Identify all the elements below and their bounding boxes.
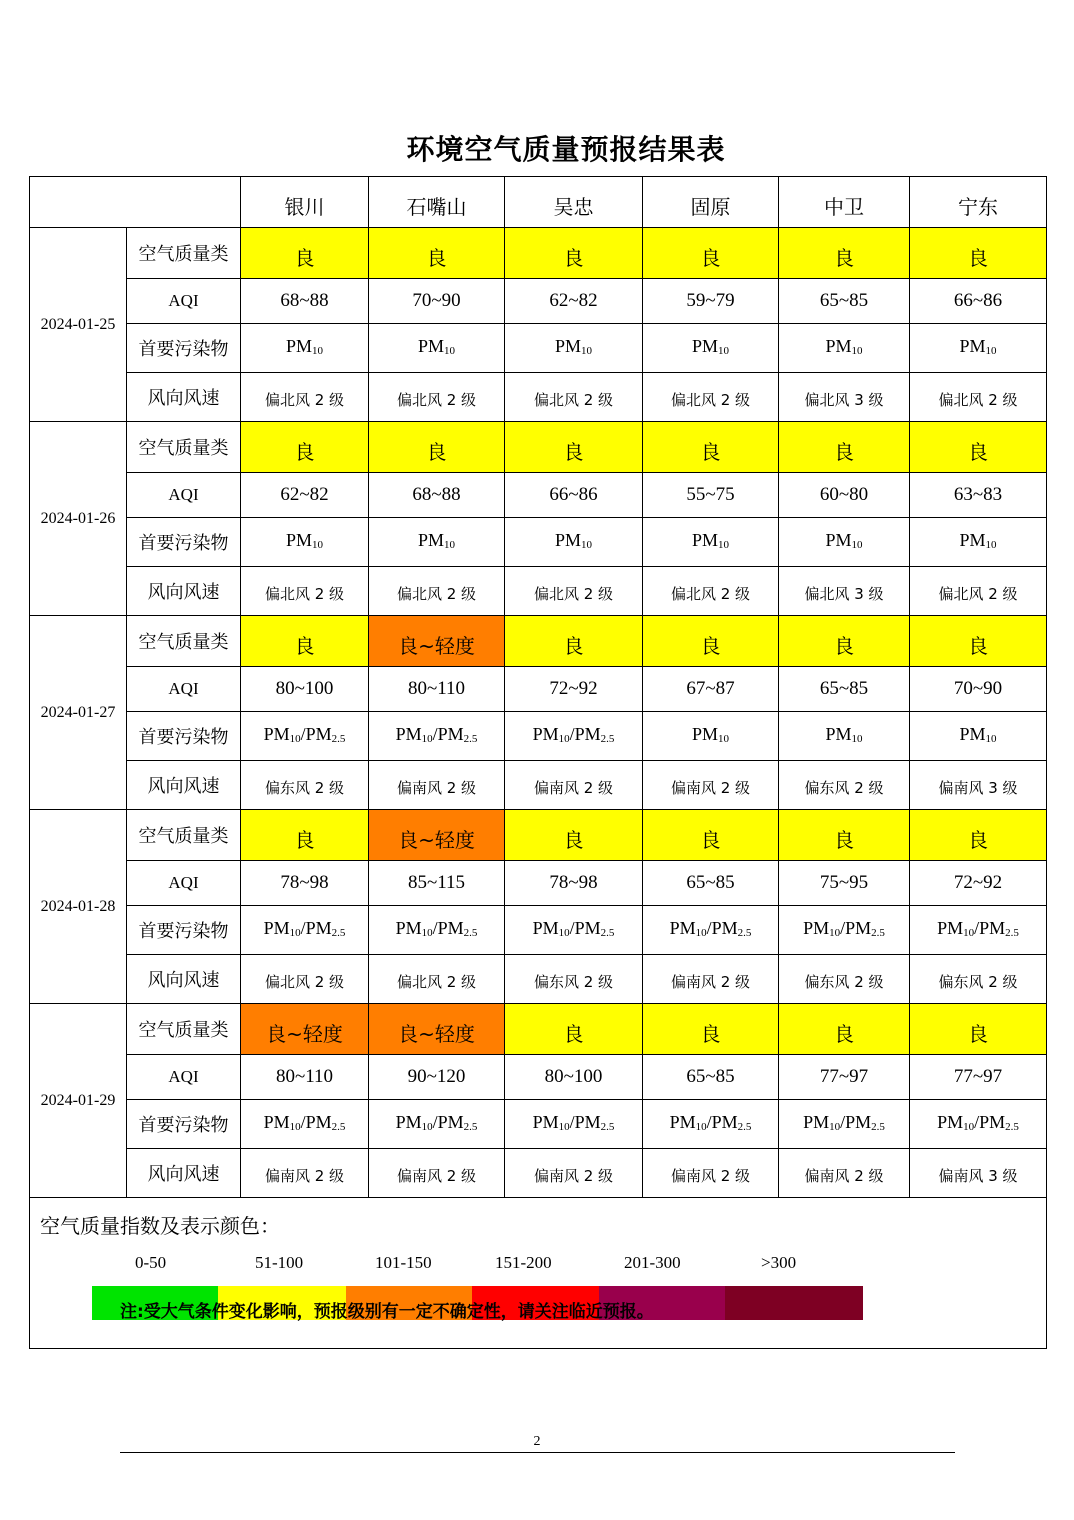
pollutant-subscript: 10 [985, 344, 997, 357]
pollutant-text: PM [532, 917, 559, 938]
row-label-aqi: AQI [127, 667, 241, 712]
pollutant-cell [241, 712, 369, 761]
aqi-range-cell: 59~79 [643, 279, 779, 324]
wind-cell: 偏北风 2 级 [910, 373, 1047, 422]
aq-level-cell: 良 [779, 810, 910, 861]
row-label-pollutant: 首要污染物 [127, 518, 241, 567]
pollutant-cell [241, 324, 369, 373]
pollutant-text: /PM [569, 723, 601, 744]
row-label-wind: 风向风速 [127, 761, 241, 810]
pollutant-cell [369, 712, 505, 761]
aq-level-cell: 良 [369, 422, 505, 473]
row-label-aqi: AQI [127, 1055, 241, 1100]
pollutant-subscript: 10 [851, 732, 863, 745]
pollutant-subscript: 10 [558, 926, 570, 939]
pollutant-cell [910, 712, 1047, 761]
legend-range-label: 201-300 [624, 1253, 681, 1272]
pollutant-text: PM [263, 917, 290, 938]
wind-cell: 偏南风 2 级 [643, 1149, 779, 1198]
row-label-wind: 风向风速 [127, 955, 241, 1004]
pollutant-subscript: 10 [851, 344, 863, 357]
pollutant-subscript: 10 [963, 926, 975, 939]
row-label-wind: 风向风速 [127, 567, 241, 616]
pollutant-cell [241, 518, 369, 567]
pollutant-text: PM [803, 1111, 830, 1132]
pollutant-subscript: 2.5 [600, 926, 615, 939]
row-label-level: 空气质量类 [127, 422, 241, 473]
pollutant-cell [505, 906, 643, 955]
forecast-row-wind [30, 1149, 1047, 1198]
aq-level-cell: 良 [910, 616, 1047, 667]
pollutant-subscript: 10 [558, 732, 570, 745]
pollutant-text: /PM [974, 917, 1006, 938]
pollutant-text: /PM [432, 917, 464, 938]
pollutant-subscript: 2.5 [463, 732, 478, 745]
pollutant-subscript: 2.5 [737, 926, 752, 939]
aq-level-cell: 良~轻度 [369, 616, 505, 667]
pollutant-subscript: 10 [963, 1120, 975, 1133]
pollutant-subscript: 10 [289, 926, 301, 939]
wind-cell: 偏北风 2 级 [241, 567, 369, 616]
pollutant-text: PM [825, 335, 852, 356]
aq-level-cell: 良 [505, 228, 643, 279]
aqi-range-cell: 55~75 [643, 473, 779, 518]
city-header: 石嘴山 [369, 177, 505, 228]
pollutant-subscript: 10 [718, 732, 729, 745]
aqi-range-cell: 90~120 [369, 1055, 505, 1100]
forecast-row-pollutant [30, 324, 1047, 373]
pollutant-subscript: 2.5 [463, 1120, 478, 1133]
aqi-range-cell: 70~90 [910, 667, 1047, 712]
forecast-row-aqi [30, 667, 1047, 712]
pollutant-text: /PM [300, 917, 332, 938]
pollutant-subscript: 2.5 [1005, 1120, 1019, 1133]
aqi-range-cell: 68~88 [241, 279, 369, 324]
pollutant-subscript: 2.5 [331, 926, 346, 939]
pollutant-subscript: 10 [289, 1120, 301, 1133]
forecast-row-aqi [30, 473, 1047, 518]
wind-cell: 偏南风 3 级 [910, 1149, 1047, 1198]
wind-cell: 偏北风 3 级 [779, 373, 910, 422]
wind-cell: 偏东风 2 级 [779, 955, 910, 1004]
aqi-range-cell: 60~80 [779, 473, 910, 518]
pollutant-text: PM [554, 529, 581, 550]
pollutant-text: /PM [706, 917, 738, 938]
aq-level-cell: 良~轻度 [241, 1004, 369, 1055]
pollutant-text: PM [395, 917, 422, 938]
pollutant-text: PM [937, 917, 964, 938]
row-label-aqi: AQI [127, 861, 241, 906]
forecast-row-level [30, 228, 1047, 279]
aq-level-cell: 良 [643, 422, 779, 473]
forecast-row-wind [30, 567, 1047, 616]
pollutant-cell [369, 518, 505, 567]
wind-cell: 偏北风 2 级 [505, 373, 643, 422]
pollutant-text: PM [669, 1111, 696, 1132]
date-cell: 2024-01-25 [30, 228, 127, 422]
aq-level-cell: 良 [910, 228, 1047, 279]
legend-row [30, 1198, 1047, 1349]
forecast-row-wind [30, 955, 1047, 1004]
forecast-row-level [30, 616, 1047, 667]
pollutant-subscript: 10 [581, 538, 592, 551]
pollutant-subscript: 2.5 [600, 732, 615, 745]
aq-level-cell: 良 [241, 422, 369, 473]
corner-cell [30, 177, 241, 228]
pollutant-subscript: 2.5 [871, 1120, 885, 1133]
city-header: 中卫 [779, 177, 910, 228]
pollutant-subscript: 2.5 [463, 926, 478, 939]
pollutant-text: PM [285, 335, 312, 356]
pollutant-subscript: 10 [718, 344, 729, 357]
wind-cell: 偏北风 2 级 [241, 955, 369, 1004]
page-number: 2 [533, 1434, 541, 1449]
aqi-range-cell: 78~98 [505, 861, 643, 906]
pollutant-subscript: 10 [444, 344, 455, 357]
legend-range-label: 101-150 [375, 1253, 432, 1272]
city-header: 固原 [643, 177, 779, 228]
aqi-range-cell: 62~82 [505, 279, 643, 324]
pollutant-text: PM [669, 917, 696, 938]
aqi-range-cell: 65~85 [779, 667, 910, 712]
aqi-range-cell: 66~86 [910, 279, 1047, 324]
pollutant-subscript: 10 [312, 344, 323, 357]
pollutant-cell [505, 518, 643, 567]
aq-level-cell: 良 [505, 616, 643, 667]
aq-level-cell: 良 [643, 616, 779, 667]
pollutant-cell [643, 1100, 779, 1149]
wind-cell: 偏南风 2 级 [369, 761, 505, 810]
pollutant-cell [643, 324, 779, 373]
aq-level-cell: 良 [910, 422, 1047, 473]
aq-level-cell: 良 [643, 228, 779, 279]
aqi-range-cell: 66~86 [505, 473, 643, 518]
wind-cell: 偏南风 2 级 [779, 1149, 910, 1198]
aq-level-cell: 良 [779, 616, 910, 667]
forecast-row-wind [30, 373, 1047, 422]
pollutant-subscript: 2.5 [331, 1120, 346, 1133]
pollutant-cell [505, 1100, 643, 1149]
aq-level-cell: 良 [643, 1004, 779, 1055]
wind-cell: 偏北风 2 级 [241, 373, 369, 422]
wind-cell: 偏东风 2 级 [505, 955, 643, 1004]
aqi-range-cell: 80~110 [369, 667, 505, 712]
aqi-range-cell: 70~90 [369, 279, 505, 324]
pollutant-subscript: 2.5 [331, 732, 346, 745]
pollutant-text: PM [959, 723, 986, 744]
forecast-row-aqi [30, 279, 1047, 324]
aq-level-cell: 良~轻度 [369, 810, 505, 861]
date-cell: 2024-01-26 [30, 422, 127, 616]
pollutant-subscript: 2.5 [871, 926, 885, 939]
pollutant-text: PM [285, 529, 312, 550]
pollutant-cell [369, 906, 505, 955]
aqi-range-cell: 63~83 [910, 473, 1047, 518]
page-title: 环境空气质量预报结果表 [406, 133, 726, 166]
pollutant-cell [369, 324, 505, 373]
aq-level-cell: 良 [910, 1004, 1047, 1055]
row-label-pollutant: 首要污染物 [127, 906, 241, 955]
pollutant-subscript: 10 [985, 538, 997, 551]
pollutant-subscript: 10 [312, 538, 323, 551]
pollutant-cell [369, 1100, 505, 1149]
pollutant-text: PM [554, 335, 581, 356]
pollutant-text: PM [417, 335, 444, 356]
footnote: 注:受大气条件变化影响，预报级别有一定不确定性，请关注临近预报。 [120, 1302, 654, 1322]
aq-level-cell: 良 [643, 810, 779, 861]
pollutant-cell [779, 1100, 910, 1149]
forecast-row-level [30, 810, 1047, 861]
row-label-wind: 风向风速 [127, 1149, 241, 1198]
row-label-aqi: AQI [127, 473, 241, 518]
header-row [30, 177, 1047, 228]
pollutant-text: PM [825, 529, 852, 550]
pollutant-cell [643, 906, 779, 955]
forecast-row-aqi [30, 1055, 1047, 1100]
pollutant-subscript: 10 [421, 1120, 433, 1133]
forecast-row-level [30, 422, 1047, 473]
pollutant-text: /PM [974, 1111, 1006, 1132]
pollutant-text: PM [937, 1111, 964, 1132]
date-cell: 2024-01-28 [30, 810, 127, 1004]
pollutant-cell [910, 906, 1047, 955]
aq-level-cell: 良 [910, 810, 1047, 861]
pollutant-text: PM [532, 723, 559, 744]
aq-level-cell: 良 [779, 422, 910, 473]
aqi-range-cell: 65~85 [779, 279, 910, 324]
pollutant-cell [779, 906, 910, 955]
aqi-range-cell: 77~97 [779, 1055, 910, 1100]
date-cell: 2024-01-27 [30, 616, 127, 810]
aq-level-cell: 良 [369, 228, 505, 279]
aqi-range-cell: 80~110 [241, 1055, 369, 1100]
forecast-row-pollutant [30, 906, 1047, 955]
aqi-range-cell: 68~88 [369, 473, 505, 518]
legend-color-swatch [725, 1286, 863, 1320]
pollutant-cell [779, 712, 910, 761]
pollutant-text: /PM [840, 917, 872, 938]
pollutant-text: /PM [569, 917, 601, 938]
wind-cell: 偏北风 2 级 [369, 567, 505, 616]
pollutant-cell [643, 712, 779, 761]
wind-cell: 偏南风 2 级 [643, 761, 779, 810]
pollutant-subscript: 2.5 [600, 1120, 615, 1133]
pollutant-cell [505, 324, 643, 373]
pollutant-subscript: 10 [444, 538, 455, 551]
pollutant-subscript: 10 [851, 538, 863, 551]
forecast-row-pollutant [30, 1100, 1047, 1149]
city-header: 宁东 [910, 177, 1047, 228]
pollutant-text: /PM [840, 1111, 872, 1132]
wind-cell: 偏南风 2 级 [505, 1149, 643, 1198]
forecast-row-aqi [30, 861, 1047, 906]
wind-cell: 偏北风 2 级 [643, 373, 779, 422]
aq-level-cell: 良 [779, 1004, 910, 1055]
wind-cell: 偏南风 2 级 [505, 761, 643, 810]
aqi-range-cell: 85~115 [369, 861, 505, 906]
pollutant-subscript: 2.5 [1005, 926, 1019, 939]
wind-cell: 偏南风 3 级 [910, 761, 1047, 810]
pollutant-cell [505, 712, 643, 761]
pollutant-cell [779, 324, 910, 373]
forecast-row-pollutant [30, 712, 1047, 761]
pollutant-text: /PM [300, 1111, 332, 1132]
wind-cell: 偏北风 2 级 [369, 373, 505, 422]
aq-level-cell: 良 [241, 810, 369, 861]
aqi-range-cell: 62~82 [241, 473, 369, 518]
legend-range-label: 151-200 [495, 1253, 552, 1272]
aq-level-cell: 良 [505, 422, 643, 473]
pollutant-subscript: 10 [695, 1120, 707, 1133]
legend-range-label: 51-100 [255, 1253, 304, 1272]
pollutant-text: /PM [432, 723, 464, 744]
pollutant-text: PM [803, 917, 830, 938]
pollutant-text: /PM [432, 1111, 464, 1132]
aqi-range-cell: 65~85 [643, 861, 779, 906]
wind-cell: 偏东风 2 级 [779, 761, 910, 810]
wind-cell: 偏南风 2 级 [643, 955, 779, 1004]
pollutant-text: /PM [300, 723, 332, 744]
pollutant-subscript: 10 [985, 732, 997, 745]
pollutant-text: PM [959, 529, 986, 550]
aq-level-cell: 良~轻度 [369, 1004, 505, 1055]
pollutant-cell [241, 906, 369, 955]
aqi-range-cell: 72~92 [910, 861, 1047, 906]
pollutant-text: PM [532, 1111, 559, 1132]
pollutant-cell [910, 324, 1047, 373]
pollutant-text: PM [263, 1111, 290, 1132]
legend-cell [30, 1198, 1047, 1349]
row-label-level: 空气质量类 [127, 1004, 241, 1055]
pollutant-text: PM [825, 723, 852, 744]
forecast-table [29, 176, 1047, 1349]
aq-level-cell: 良 [505, 1004, 643, 1055]
row-label-level: 空气质量类 [127, 616, 241, 667]
date-cell: 2024-01-29 [30, 1004, 127, 1198]
aq-level-cell: 良 [241, 228, 369, 279]
wind-cell: 偏北风 3 级 [779, 567, 910, 616]
aqi-range-cell: 72~92 [505, 667, 643, 712]
pollutant-cell [779, 518, 910, 567]
wind-cell: 偏北风 2 级 [910, 567, 1047, 616]
wind-cell: 偏南风 2 级 [369, 1149, 505, 1198]
wind-cell: 偏东风 2 级 [241, 761, 369, 810]
pollutant-subscript: 10 [695, 926, 707, 939]
wind-cell: 偏东风 2 级 [910, 955, 1047, 1004]
pollutant-text: PM [263, 723, 290, 744]
row-label-wind: 风向风速 [127, 373, 241, 422]
aqi-range-cell: 65~85 [643, 1055, 779, 1100]
pollutant-subscript: 10 [421, 732, 433, 745]
city-header: 银川 [241, 177, 369, 228]
row-label-level: 空气质量类 [127, 228, 241, 279]
pollutant-subscript: 10 [829, 926, 841, 939]
pollutant-subscript: 10 [558, 1120, 570, 1133]
wind-cell: 偏南风 2 级 [241, 1149, 369, 1198]
pollutant-subscript: 2.5 [737, 1120, 752, 1133]
wind-cell: 偏北风 2 级 [369, 955, 505, 1004]
legend-range-label: >300 [761, 1253, 797, 1272]
pollutant-subscript: 10 [829, 1120, 841, 1133]
aq-level-cell: 良 [505, 810, 643, 861]
pollutant-subscript: 10 [718, 538, 729, 551]
pollutant-text: /PM [706, 1111, 738, 1132]
row-label-pollutant: 首要污染物 [127, 712, 241, 761]
aqi-range-cell: 80~100 [241, 667, 369, 712]
aqi-range-cell: 80~100 [505, 1055, 643, 1100]
pollutant-cell [643, 518, 779, 567]
aqi-range-cell: 67~87 [643, 667, 779, 712]
pollutant-text: PM [417, 529, 444, 550]
pollutant-text: PM [395, 723, 422, 744]
aqi-range-cell: 75~95 [779, 861, 910, 906]
pollutant-text: PM [691, 335, 718, 356]
legend-title: 空气质量指数及表示颜色： [40, 1214, 280, 1238]
row-label-pollutant: 首要污染物 [127, 1100, 241, 1149]
pollutant-cell [241, 1100, 369, 1149]
pollutant-subscript: 10 [289, 732, 301, 745]
pollutant-text: PM [959, 335, 986, 356]
pollutant-text: PM [691, 529, 718, 550]
legend-range-label: 0-50 [135, 1253, 167, 1272]
aq-level-cell: 良 [241, 616, 369, 667]
wind-cell: 偏北风 2 级 [643, 567, 779, 616]
city-header: 吴忠 [505, 177, 643, 228]
pollutant-subscript: 10 [581, 344, 592, 357]
aqi-range-cell: 77~97 [910, 1055, 1047, 1100]
pollutant-subscript: 10 [421, 926, 433, 939]
pollutant-text: /PM [569, 1111, 601, 1132]
forecast-row-pollutant [30, 518, 1047, 567]
pollutant-text: PM [395, 1111, 422, 1132]
row-label-pollutant: 首要污染物 [127, 324, 241, 373]
footer-rule [120, 1452, 955, 1453]
forecast-row-level [30, 1004, 1047, 1055]
wind-cell: 偏北风 2 级 [505, 567, 643, 616]
aqi-range-cell: 78~98 [241, 861, 369, 906]
forecast-row-wind [30, 761, 1047, 810]
row-label-aqi: AQI [127, 279, 241, 324]
pollutant-cell [910, 518, 1047, 567]
row-label-level: 空气质量类 [127, 810, 241, 861]
pollutant-text: PM [691, 723, 718, 744]
pollutant-cell [910, 1100, 1047, 1149]
aq-level-cell: 良 [779, 228, 910, 279]
